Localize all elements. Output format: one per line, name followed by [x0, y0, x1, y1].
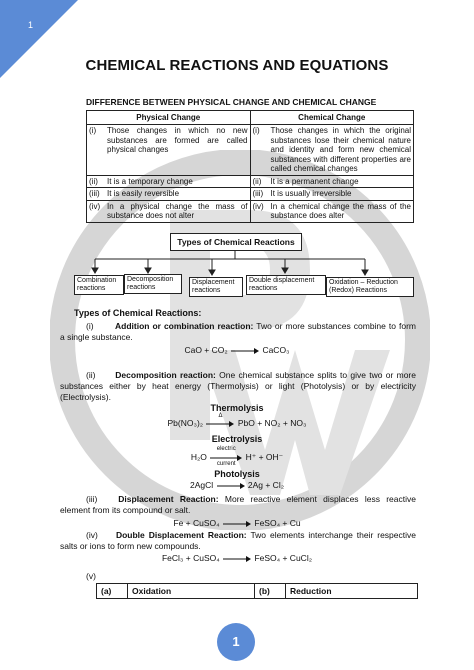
electrolysis-heading: Electrolysis [211, 434, 263, 444]
corner-page-number: 1 [28, 20, 34, 30]
physical-cell: It is easily reversible [107, 189, 180, 198]
equation-lhs: Fe + CuSO₄ [173, 518, 220, 528]
equation-lhs: Pb(NO₃)₂ [167, 418, 204, 428]
equation-rhs: CaCO₃ [262, 345, 290, 355]
types-tree-connectors [0, 0, 474, 300]
combination-text: Two or more substances combine to form a single substance. [60, 321, 416, 342]
equation-rhs: PbO + NO₂ + NO₃ [237, 418, 307, 428]
equation-lhs: 2AgCl [189, 480, 214, 490]
displacement-paragraph [60, 494, 416, 516]
column-header-physical: Physical Change [87, 111, 251, 125]
physical-cell: In a physical change the mass of substance does not alter [107, 201, 248, 220]
page-number-badge: 1 [217, 623, 255, 661]
row-index: (i) [89, 126, 97, 135]
redox-label-a: (a) [97, 584, 128, 599]
chemical-cell: Those changes in which the original substances lose their chemical nature and identity and form new chemical substances with different properties are called chemical changes [270, 126, 411, 173]
combination-index: (i) [86, 321, 94, 331]
combination-term: Addition or combination reaction: [115, 321, 254, 331]
right-arrow-icon [222, 554, 252, 564]
equation-rhs: FeSO₄ + CuCl₂ [254, 553, 313, 563]
right-arrow-icon [222, 519, 252, 529]
tree-leaf-combination: Combination reactions [74, 275, 124, 295]
decomposition-index: (ii) [86, 370, 96, 380]
redox-index: (v) [86, 571, 96, 581]
displacement-term: Displacement Reaction: [118, 494, 219, 504]
physical-cell: It is a temporary change [107, 176, 193, 186]
combination-equation [0, 345, 474, 356]
double-displacement-equation [0, 553, 474, 564]
photolysis-equation [0, 480, 474, 491]
redox-table [96, 583, 418, 599]
thermolysis-equation [0, 412, 474, 429]
row-index: (iii) [89, 189, 100, 198]
difference-heading: DIFFERENCE BETWEEN PHYSICAL CHANGE AND CHEMICAL CHANGE [86, 97, 377, 107]
thermolysis-heading: Thermolysis [210, 403, 264, 413]
decomposition-term: Decomposition reaction: [115, 370, 216, 380]
displacement-equation [0, 518, 474, 529]
column-header-chemical: Chemical Change [250, 111, 414, 125]
chemical-cell: In a chemical change the mass of the substance does alter [270, 201, 411, 220]
equation-rhs: FeSO₄ + Cu [254, 518, 301, 528]
arrow-label-top: electric [216, 445, 236, 452]
row-index: (i) [252, 126, 260, 135]
equation-rhs: 2Ag + Cl₂ [247, 480, 285, 490]
tree-leaf-redox: Oxidation – Reduction (Redox) Reactions [326, 277, 414, 297]
redox-reduction: Reduction [286, 584, 418, 599]
heat-arrow-icon [205, 412, 235, 429]
redox-label-b: (b) [255, 584, 286, 599]
equation-lhs: H₂O [190, 452, 207, 462]
electric-arrow-icon [209, 445, 243, 467]
combination-paragraph [60, 321, 416, 343]
equation-lhs: FeCl₃ + CuSO₄ [161, 553, 220, 563]
row-index: (iii) [252, 189, 264, 198]
physical-cell: Those changes in which no new substances are formed are called physical changes [107, 126, 248, 154]
row-index: (iv) [252, 201, 264, 211]
row-index: (ii) [252, 176, 262, 186]
arrow-label-bottom: current [216, 460, 236, 467]
double-displacement-term: Double Displacement Reaction: [115, 530, 247, 540]
chemical-cell: It is a permanent change [270, 176, 359, 186]
photolysis-heading: Photolysis [214, 469, 260, 479]
redox-oxidation: Oxidation [128, 584, 255, 599]
tree-leaf-displacement: Displacement reactions [189, 277, 243, 297]
page-title: CHEMICAL REACTIONS AND EQUATIONS [85, 57, 389, 74]
decomposition-paragraph [60, 370, 416, 403]
double-displacement-index: (iv) [86, 530, 98, 540]
equation-rhs: H⁺ + OH⁻ [245, 452, 284, 462]
right-arrow-icon [230, 346, 260, 356]
electrolysis-equation [0, 445, 474, 467]
tree-leaf-decomposition: Decomposition reactions [124, 274, 182, 294]
decomposition-text: One chemical substance splits to give two or more substances either by heat energy (Thermolysis) or light (Photolysis) or by electricity (Electrolysis). [60, 370, 416, 402]
double-displacement-paragraph [60, 530, 416, 552]
row-index: (ii) [89, 176, 98, 186]
chemical-cell: It is usually irreversible [270, 189, 352, 198]
right-arrow-icon [216, 481, 246, 491]
arrow-label: Δ [218, 412, 223, 419]
displacement-text: More reactive element displaces less reactive element from its compound or salt. [60, 494, 416, 515]
tree-leaf-double-displacement: Double displacement reactions [246, 275, 326, 295]
row-index: (iv) [89, 201, 101, 211]
displacement-index: (iii) [86, 494, 98, 504]
equation-lhs: CaO + CO₂ [184, 345, 228, 355]
types-section-heading: Types of Chemical Reactions: [74, 308, 202, 318]
types-tree-root: Types of Chemical Reactions [170, 233, 302, 251]
double-displacement-text: Two elements interchange their respective salts or ions to form new compounds. [60, 530, 416, 551]
